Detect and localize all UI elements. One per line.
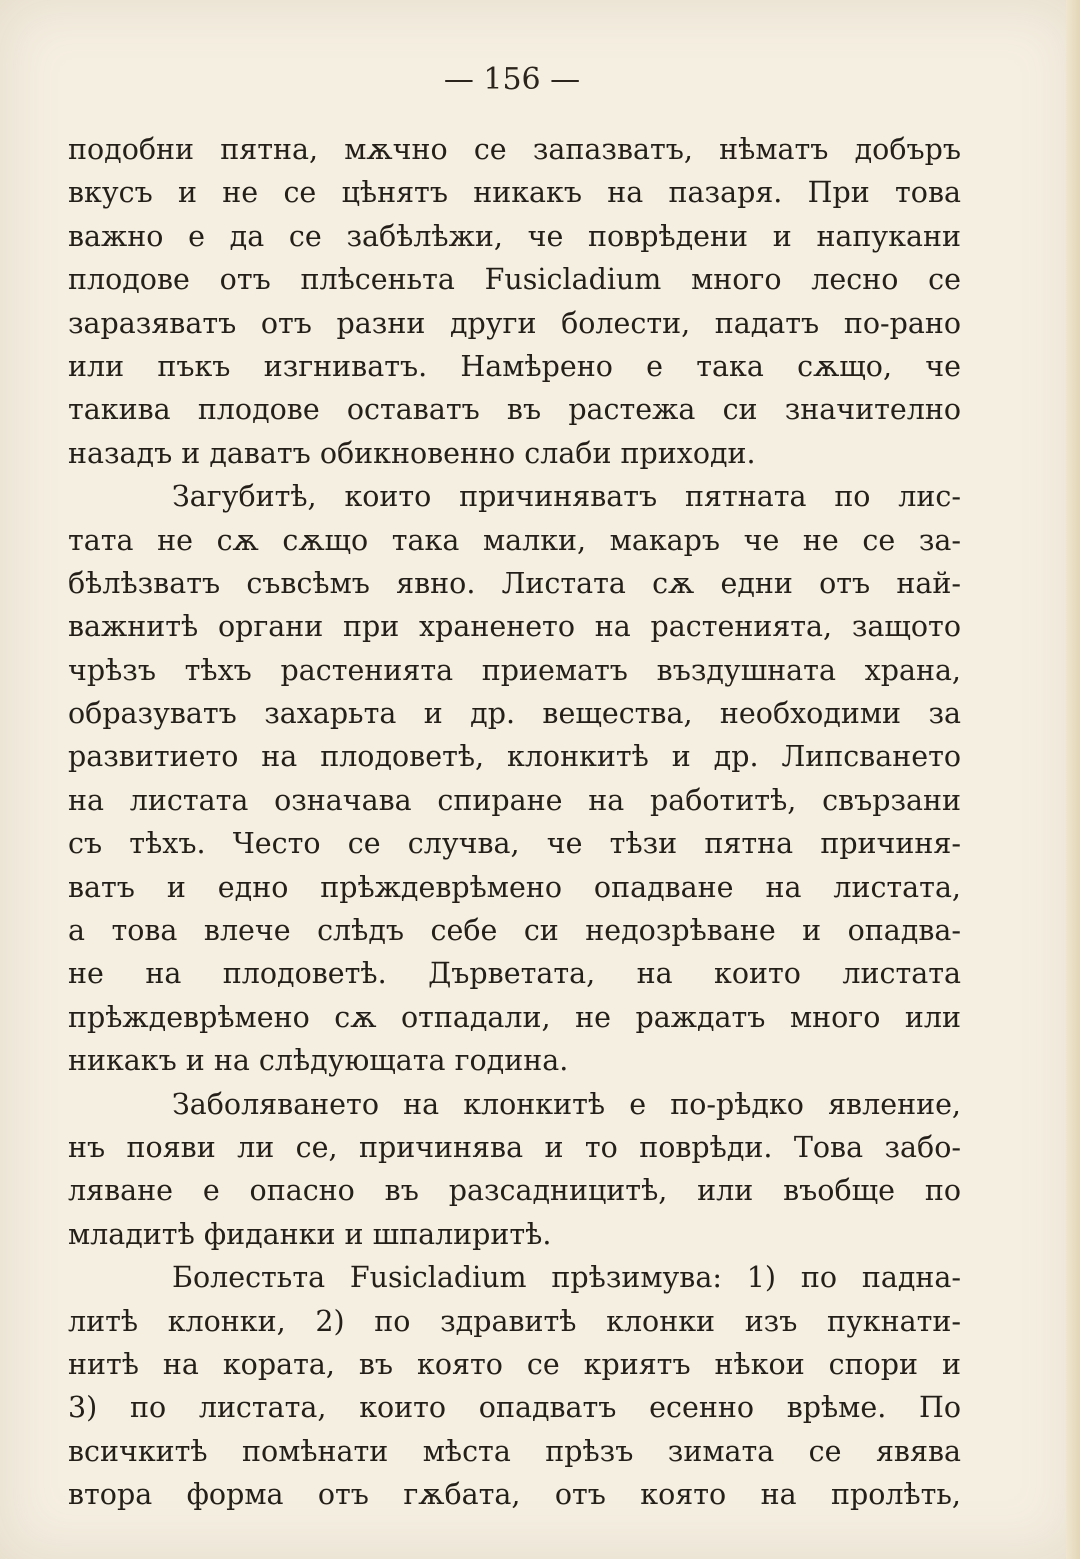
- text-line: съ тѣхъ. Често се случва, че тѣзи пятна причиня-: [68, 827, 961, 861]
- text-line: никакъ и на слѣдующата година.: [68, 1044, 569, 1078]
- text-line: такива плодове оставатъ въ растежа си значително: [68, 393, 961, 427]
- paragraph: [68, 1083, 961, 1257]
- text-line: развитието на плодоветѣ, клонкитѣ и др. Липсването: [68, 740, 961, 774]
- text-line: ватъ и едно прѣждеврѣмено опадване на листата,: [68, 870, 961, 904]
- text-line: Загубитѣ, които причиняватъ пятната по лис-: [172, 480, 961, 514]
- text-line: важнитѣ органи при храненето на растенията, защото: [68, 610, 961, 644]
- text-line: нъ появи ли се, причинява и то поврѣди. Това забо-: [68, 1130, 961, 1164]
- text-line: подобни пятна, мѫчно се запазватъ, нѣматъ добъръ: [68, 133, 961, 166]
- paragraph: [68, 475, 961, 1082]
- text-line: 3) по листата, които опадватъ есенно врѣме. По: [68, 1391, 961, 1425]
- text-line: Болестьта Fusicladium прѣзимува: 1) по падна-: [172, 1261, 961, 1295]
- text-line: или пъкъ изгниватъ. Намѣрено е така сѫщо, че: [68, 349, 961, 383]
- text-line: заразяватъ отъ разни други болести, падатъ по-рано: [68, 306, 961, 340]
- text-line: втора форма отъ гѫбата, отъ която на пролѣть,: [68, 1478, 961, 1512]
- paragraph: [68, 128, 961, 475]
- text-line: назадъ и даватъ обикновенно слаби приходи.: [68, 436, 756, 470]
- body-text: [68, 128, 961, 1517]
- text-line: Заболяването на клонкитѣ е по-рѣдко явление,: [172, 1087, 961, 1121]
- text-line: бѣлѣзватъ съвсѣмъ явно. Листата сѫ едни отъ най-: [68, 566, 961, 600]
- text-line: тата не сѫ сѫщо така малки, макаръ че не се за-: [68, 523, 961, 557]
- page-number: — 156 —: [443, 62, 581, 97]
- text-line: вкусъ и не се цѣнятъ никакъ на пазаря. При това: [68, 176, 961, 210]
- text-line: прѣждеврѣмено сѫ отпадали, не раждатъ много или: [68, 1000, 961, 1034]
- text-line: образуватъ захарьта и др. вещества, необходими за: [68, 697, 961, 731]
- text-line: всичкитѣ помѣнати мѣста прѣзъ зимата се явява: [68, 1434, 961, 1468]
- text-line: а това влече слѣдъ себе си недозрѣване и опадва-: [68, 914, 961, 948]
- text-line: важно е да се забѣлѣжи, че поврѣдени и напукани: [68, 219, 961, 253]
- paragraph: [68, 1256, 961, 1516]
- text-line: ляване е опасно въ разсадницитѣ, или въобще по: [68, 1174, 961, 1208]
- text-line: младитѣ фиданки и шпалиритѣ.: [68, 1217, 552, 1251]
- text-line: нитѣ на кората, въ която се криятъ нѣкои спори и: [68, 1347, 961, 1381]
- text-line: на листата означава спиране на работитѣ, свързани: [68, 783, 961, 817]
- text-line: плодове отъ плѣсеньта Fusicladium много лесно се: [68, 263, 961, 297]
- text-line: литѣ клонки, 2) по здравитѣ клонки изъ пукнати-: [68, 1304, 961, 1338]
- page-edge: [1066, 0, 1080, 1559]
- text-line: не на плодоветѣ. Дърветата, на които листата: [68, 957, 961, 991]
- text-line: чрѣзъ тѣхъ растенията приематъ въздушната храна,: [68, 653, 961, 687]
